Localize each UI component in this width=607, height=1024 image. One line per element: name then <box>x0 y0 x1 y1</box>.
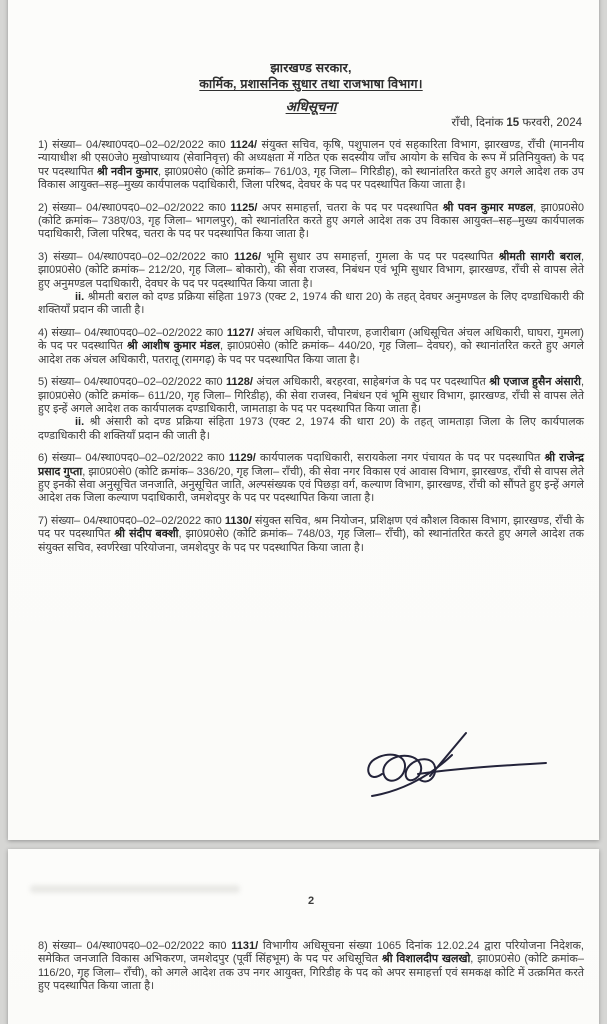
para-7 <box>38 515 584 555</box>
para-1 <box>38 139 584 193</box>
para-5-sub <box>38 416 584 443</box>
text-segment: , झा0प्र0से0 (कोटि क्रमांक– 116/20, गृह जिला– राँची), को अगले आदेश तक उप नगर आयुक्त, गिरिडीह के पद को अपर समाहर्त्ता एवं समकक्ष कोटि में उत्क्रमित करते हुए पदस्थापित किया जाता है। <box>38 953 584 993</box>
notification-title: अधिसूचना <box>285 99 337 114</box>
text-segment: 1128/ <box>226 376 253 389</box>
text-segment: 2) संख्या– 04/स्था0पद0–02–02/2022 का0 <box>38 201 231 214</box>
text-segment: , झा0प्र0से0 (कोटि क्रमांक– 761/03, गृह जिला– गिरिडीह), को स्थानांतरित करते हुए अगले आदेश तक उप विकास आयुक्त–सह–मुख्य कार्यपालक पदाधिकारी, जिला परिषद, देवघर के पद पर पदस्थापित किया जाता है। <box>38 165 584 192</box>
page2-content <box>8 849 599 994</box>
text-segment: , झा0प्र0से0 (कोटि क्रमांक– 336/20, गृह जिला– राँची), की सेवा नगर विकास एवं आवास विभाग, झारखण्ड, राँची से वापस लेते हुए इनकी सेवा अनुसूचित जनजाति, अनुसूचित जाति, अल्पसंख्यक एवं पिछड़ा वर्ग, कल्याण विभाग, झारखण्ड, राँची को सौंपते हुए इन्हें अगले आदेश तक जिला कल्याण पदाधिकारी, जमशेदपुर के पद पर पदस्थापित किया जाता है। <box>38 465 584 505</box>
page-number: 2 <box>307 895 315 907</box>
text-segment: अंचल अधिकारी, बरहरवा, साहेबगंज के पद पर पदस्थापित <box>252 376 490 389</box>
text-segment: , झा0प्र0से0 (कोटि क्रमांक– 212/20, गृह जिला– बोकारो), की सेवा राजस्व, निबंधन एवं भूमि सुधार विभाग, झारखण्ड, राँची से वापस लेते हुए अनुमण्डल पदाधिकारी, देवघर के पद पर पदस्थापित किया जाता है। <box>38 250 584 290</box>
para-2 <box>38 202 584 242</box>
text-segment: 1130/ <box>224 514 252 527</box>
text-segment: 4) संख्या– 04/स्था0पद0–02–02/2022 का0 <box>38 326 227 339</box>
text-segment: श्री नवीन कुमार <box>96 165 159 178</box>
text-segment: , झा0प्र0से0 (कोटि क्रमांक– 611/20, गृह जिला– गिरिडीह), की सेवा राजस्व, निबंधन एवं भूमि सुधार विभाग, झारखण्ड, राँची से वापस लेते हुए इन्हें अगले आदेश तक कार्यपालक दण्डाधिकारी, जामताड़ा के पद पर पदस्थापित किया जाता है। <box>38 376 584 415</box>
department-name-line <box>38 76 584 92</box>
text-segment: राँची, दिनांक <box>451 117 507 129</box>
text-segment: 8) संख्या– 04/स्था0पद0–02–02/2022 का0 <box>38 940 232 952</box>
department-name: कार्मिक, प्रशासनिक सुधार तथा राजभाषा विभाग। <box>199 77 423 91</box>
text-segment: 1127/ <box>226 326 254 339</box>
text-segment: ii. <box>75 291 85 304</box>
text-segment: 1) संख्या– 04/स्था0पद0–02–02/2022 का0 <box>38 139 231 151</box>
government-name: झारखण्ड सरकार, <box>270 61 352 75</box>
para-3 <box>38 251 584 291</box>
text-segment: श्रीमती सागरी बराल <box>498 250 581 263</box>
para-5 <box>38 376 584 416</box>
text-segment: 1131/ <box>231 940 259 952</box>
page1-content <box>8 0 599 555</box>
para-4 <box>38 327 584 367</box>
para-3-sub <box>38 291 584 318</box>
place-date-line <box>38 116 584 130</box>
text-segment: श्री पवन कुमार मण्डल <box>442 201 534 214</box>
text-segment: श्री आशीष कुमार मंडल <box>126 340 221 353</box>
notification-title-line <box>38 98 584 115</box>
page1-body <box>38 139 584 555</box>
text-segment: 3) संख्या– 04/स्था0पद0–02–02/2022 का0 <box>38 250 235 263</box>
scan-artifact-smudge <box>30 885 240 893</box>
text-segment: ii. <box>75 416 85 429</box>
text-segment: 1126/ <box>234 250 262 263</box>
text-segment: , झा0प्र0से0 (कोटि क्रमांक– 748/03, गृह जिला– राँची), को स्थानांतरित करते हुए अगले आदेश तक संयुक्त सचिव, स्वर्णरेखा परियोजना, जमशेदपुर के पद पर पदस्थापित किया जाता है। <box>38 528 584 554</box>
para-6 <box>38 452 584 506</box>
text-segment: भूमि सुधार उप समाहर्त्ता, गुमला के पद पर पदस्थापित <box>261 250 499 263</box>
text-segment: 1125/ <box>230 201 258 214</box>
page2-body <box>38 940 584 994</box>
text-segment: विभागीय अधिसूचना संख्या 1065 दिनांक 12.02.24 द्वारा परियोजना निदेशक, समेकित जनजाति विकास अभिकरण, जमशेदपुर (पूर्वी सिंहभूम) के पद पर अधिसूचित <box>38 940 584 966</box>
text-segment: अंचल अधिकारी, चौपारण, हजारीबाग (अधिसूचित अंचल अधिकारी, घाघरा, गुमला) के पद पर पदस्थापित <box>38 326 584 353</box>
text-segment: श्री एजाज हुसैन अंसारी <box>489 376 581 389</box>
text-segment: , झा0प्र0से0 (कोटि क्रमांक– 738ए/03, गृह जिला– भागलपुर), को स्थानांतरित करते हुए अगले आदेश तक उप विकास आयुक्त–सह–मुख्य कार्यपालक पदाधिकारी, जिला परिषद, चतरा के पद पर पदस्थापित किया जाता है। <box>38 201 584 241</box>
text-segment: श्री विशालदीप खलखो <box>381 953 471 966</box>
text-segment: , झा0प्र0से0 (कोटि क्रमांक– 440/20, गृह जिला– देवघर), को स्थानांतरित करते हुए अगले आदेश तक अंचल अधिकारी, पतरातू (रामगढ़) के पद पर पदस्थापित किया जाता है। <box>38 340 584 366</box>
text-segment: श्री अंसारी को दण्ड प्रक्रिया संहिता 1973 (एक्ट 2, 1974 की धारा 20) के तहत् जामताड़ा जिला के लिए कार्यपालक दण्डाधिकारी की शक्तियाँ प्रदान की जाती है। <box>38 416 584 442</box>
text-segment: फरवरी, 2024 <box>519 117 582 129</box>
text-segment: 6) संख्या– 04/स्था0पद0–02–02/2022 का0 <box>38 452 229 465</box>
signature-scribble-icon <box>360 730 565 802</box>
text-segment: 1129/ <box>228 452 256 465</box>
text-segment: अपर समाहर्त्ता, चतरा के पद पर पदस्थापित <box>257 201 443 214</box>
text-segment: श्री संदीप बक्शी <box>114 528 179 541</box>
text-segment: श्री राजेन्द्र प्रसाद गुप्ता <box>38 452 584 478</box>
text-segment: 1124/ <box>230 139 258 151</box>
text-segment: कार्यपालक पदाधिकारी, सरायकेला नगर पंचायत के पद पर पदस्थापित <box>255 452 545 465</box>
text-segment: श्रीमती बराल को दण्ड प्रक्रिया संहिता 1973 (एक्ट 2, 1974 की धारा 20) के तहत् देवघर अनुमण्डल के लिए दण्डाधिकारी की शक्तियाँ प्रदान की जाती है। <box>38 291 584 317</box>
text-segment: संयुक्त सचिव, श्रम नियोजन, प्रशिक्षण एवं कौशल विकास विभाग, झारखण्ड, राँची के पद पर पदस्थापित <box>38 514 584 541</box>
text-segment: 15 <box>506 117 520 129</box>
notification-page-1 <box>8 0 599 840</box>
text-segment: 5) संख्या– 04/स्था0पद0–02–02/2022 का0 <box>38 376 227 389</box>
para-8 <box>38 940 584 994</box>
handwritten-signature <box>360 730 565 802</box>
text-segment: संयुक्त सचिव, कृषि, पशुपालन एवं सहकारिता विभाग, झारखण्ड, राँची (माननीय न्यायाधीश श्री एस0जे0 मुखोपाध्याय (सेवानिवृत्त) की अध्यक्षता में गठित एक सदस्यीय जाँच आयोग के सचिव के रूप में प्रतिनियुक्त) के पद पर पदस्थापित <box>38 139 584 178</box>
text-segment: 7) संख्या– 04/स्था0पद0–02–02/2022 का0 <box>38 514 225 527</box>
notification-page-2 <box>8 849 599 1024</box>
